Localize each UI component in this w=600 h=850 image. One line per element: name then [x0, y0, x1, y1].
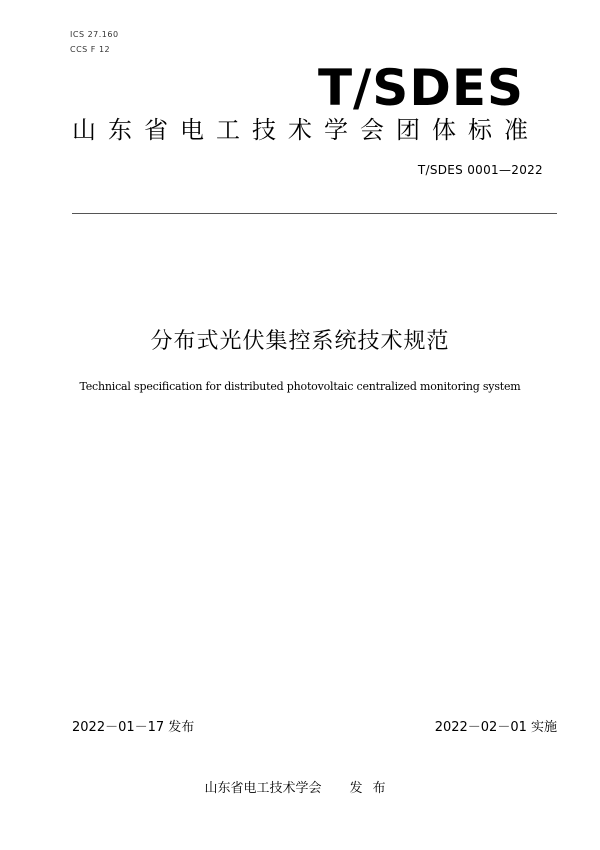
ics-code: ICS 27.160	[70, 30, 119, 39]
publish-label: 发布	[349, 781, 396, 796]
ccs-code: CCS F 12	[70, 45, 111, 54]
standard-number: T/SDES 0001—2022	[417, 163, 543, 177]
header-divider	[72, 213, 557, 214]
publisher-name: 山东省电工技术学会	[204, 781, 322, 796]
document-title-english: Technical specification for distributed photovoltaic centralized monitoring system	[79, 380, 521, 393]
document-title-chinese: 分布式光伏集控系统技术规范	[150, 329, 450, 354]
implementation-date: 2022－02－01 实施	[434, 720, 557, 735]
standard-code-logo: T/SDES	[317, 59, 524, 117]
issue-date: 2022－01－17 发布	[72, 720, 195, 735]
organization-standard-title: 山东省电工技术学会团体标准	[72, 116, 540, 144]
publisher-line	[0, 777, 600, 796]
